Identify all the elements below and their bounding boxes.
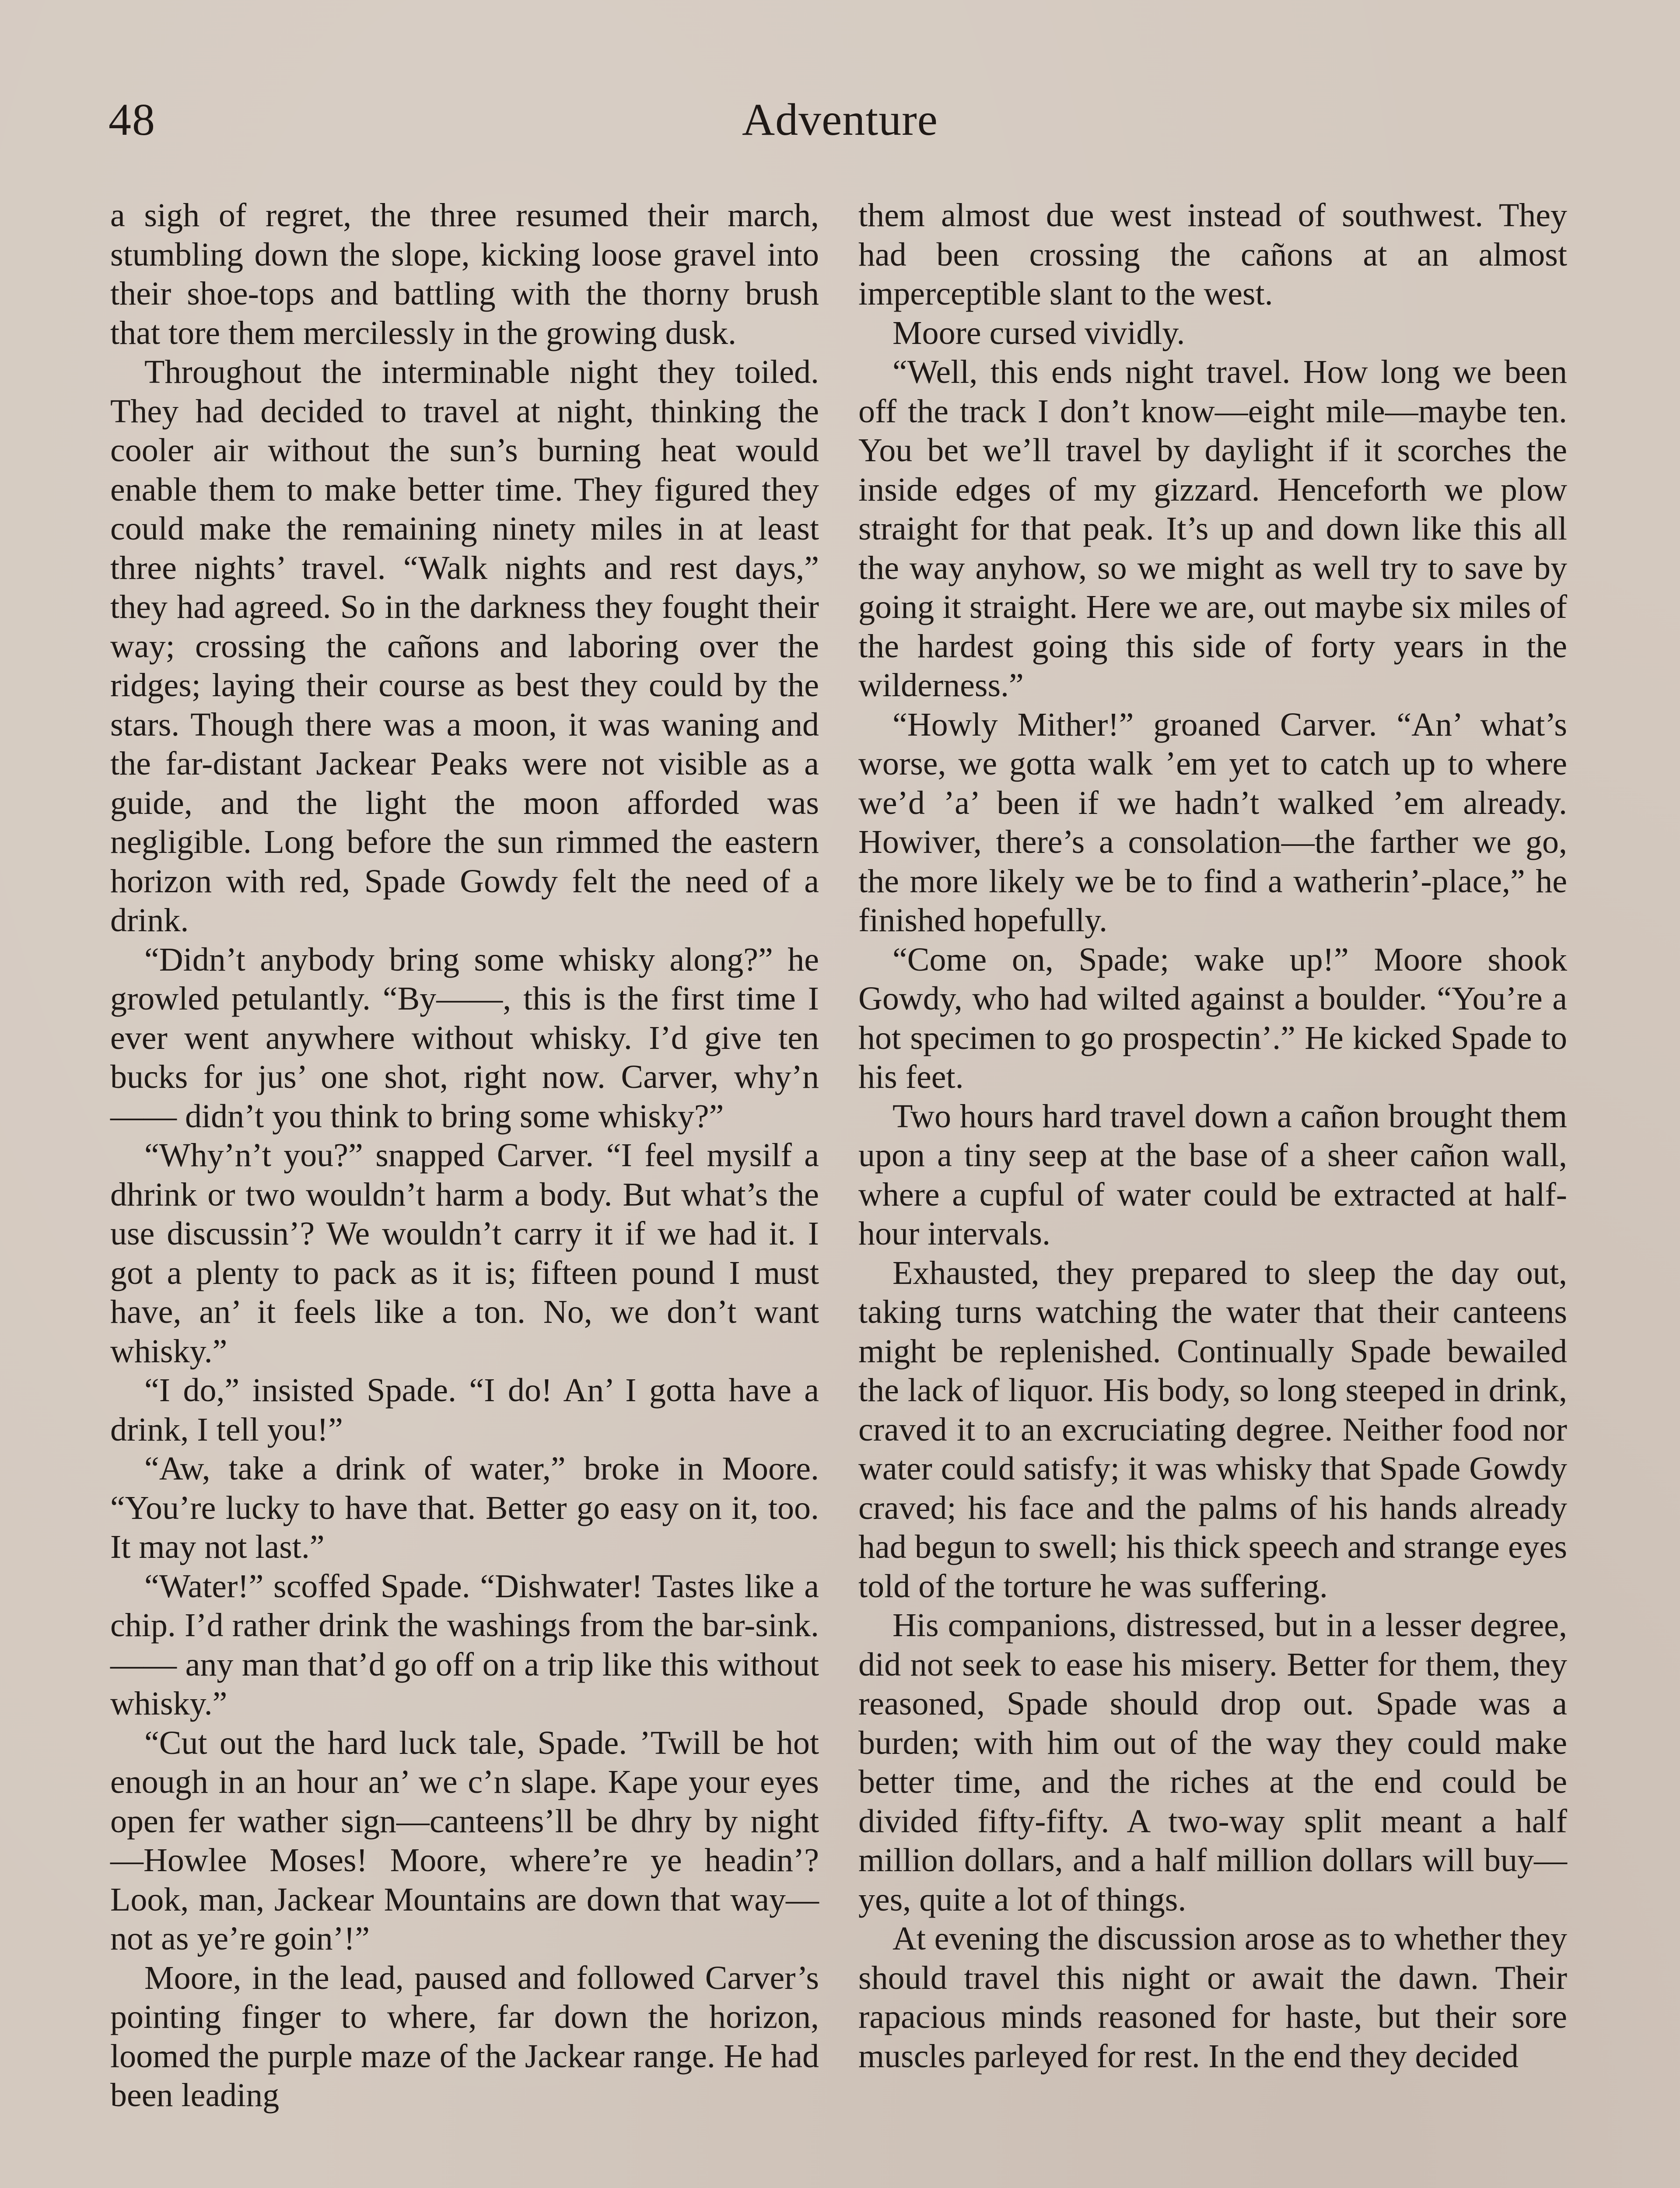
paragraph: “Why’n’t you?” snapped Carver. “I feel mysilf a dhrink or two wouldn’t harm a body. But what’s the use discussin’? We wouldn’t carry it if we had it. I got a plenty to pack as it is; fifteen pound I must have, an’ it feels like a ton. No, we don’t want whisky.” <box>110 1137 819 1370</box>
paragraph: “Come on, Spade; wake up!” Moore shook Gowdy, who had wilted against a boulder. “You’re a hot specimen to go prospectin’.” He kicked Spade to his feet. <box>858 941 1567 1095</box>
paragraph: “Well, this ends night travel. How long we been off the track I don’t know—eight mile—maybe ten. You bet we’ll travel by daylight if it scorches the inside edges of my gizzard. Henceforth we plow straight for that peak. It’s up and down like this all the way anyhow, so we might as well try to save by going it straight. Here we are, out maybe six miles of the hardest going this side of forty years in the wilderness.” <box>858 354 1567 704</box>
right-column <box>858 196 1567 2076</box>
paragraph: “Aw, take a drink of water,” broke in Moore. “You’re lucky to have that. Better go easy on it, too. It may not last.” <box>110 1450 819 1565</box>
paragraph: a sigh of regret, the three resumed their march, stumbling down the slope, kicking loose gravel into their shoe-tops and battling with the thorny brush that tore them mercilessly in the growing dusk. <box>110 197 819 351</box>
paragraph: Throughout the interminable night they toiled. They had decided to travel at night, thinking the cooler air without the sun’s burning heat would enable them to make better time. They figured they could make the remaining ninety miles in at least three nights’ travel. “Walk nights and rest days,” they had agreed. So in the darkness they fought their way; crossing the cañons and laboring over the ridges; laying their course as best they could by the stars. Though there was a moon, it was waning and the far-distant Jackear Peaks were not visible as a guide, and the light the moon afforded was negligible. Long before the sun rimmed the eastern horizon with red, Spade Gowdy felt the need of a drink. <box>110 354 819 939</box>
paragraph: Moore, in the lead, paused and followed Carver’s pointing finger to where, far down the horizon, loomed the purple maze of the Jackear range. He had been leading <box>110 1959 819 2114</box>
page-number: 48 <box>108 95 156 145</box>
paragraph: At evening the discussion arose as to whether they should travel this night or await the dawn. Their rapacious minds reasoned for haste, but their sore muscles parleyed for rest. In the end they decided <box>858 1920 1567 2075</box>
running-title: Adventure <box>742 95 938 145</box>
paragraph: “Didn’t anybody bring some whisky along?” he growled petulantly. “By——, this is the first time I ever went anywhere without whisky. I’d give ten bucks for jus’ one shot, right now. Carver, why’n —— didn’t you think to bring some whisky?” <box>110 941 819 1135</box>
paragraph: Exhausted, they prepared to sleep the day out, taking turns watching the water that their canteens might be replenished. Continually Spade bewailed the lack of liquor. His body, so long steeped in drink, craved it to an excruciating degree. Neither food nor water could satisfy; it was whisky that Spade Gowdy craved; his face and the palms of his hands already had begun to swell; his thick speech and strange eyes told of the torture he was suffering. <box>858 1254 1567 1605</box>
paragraph: “Cut out the hard luck tale, Spade. ’Twill be hot enough in an hour an’ we c’n slape. Kape your eyes open fer wather sign—canteens’ll be dhry by night—Howlee Moses! Moore, where’re ye headin’? Look, man, Jackear Mountains are down that way—not as ye’re goin’!” <box>110 1724 819 1957</box>
paragraph: Two hours hard travel down a cañon brought them upon a tiny seep at the base of a sheer cañon wall, where a cupful of water could be extracted at half-hour intervals. <box>858 1098 1567 1252</box>
paragraph: “Water!” scoffed Spade. “Dishwater! Tastes like a chip. I’d rather drink the washings from the bar-sink. —— any man that’d go off on a trip like this without whisky.” <box>110 1567 819 1722</box>
paragraph: them almost due west instead of southwest. They had been crossing the cañons at an almost imperceptible slant to the west. <box>858 197 1567 312</box>
paragraph: Moore cursed vividly. <box>892 314 1185 351</box>
paragraph: His companions, distressed, but in a lesser degree, did not seek to ease his misery. Better for them, they reasoned, Spade should drop out. Spade was a burden; with him out of the way they could make better time, and the riches at the end could be divided fifty-fifty. A two-way split meant a half million dollars, and a half million dollars will buy—yes, quite a lot of things. <box>858 1607 1567 1918</box>
left-column <box>110 196 819 2115</box>
paragraph: “Howly Mither!” groaned Carver. “An’ what’s worse, we gotta walk ’em yet to catch up to where we’d ’a’ been if we hadn’t walked ’em already. Howiver, there’s a consolation—the farther we go, the more likely we be to find a watherin’-place,” he finished hopefully. <box>858 706 1567 939</box>
paragraph: “I do,” insisted Spade. “I do! An’ I gotta have a drink, I tell you!” <box>110 1372 819 1448</box>
